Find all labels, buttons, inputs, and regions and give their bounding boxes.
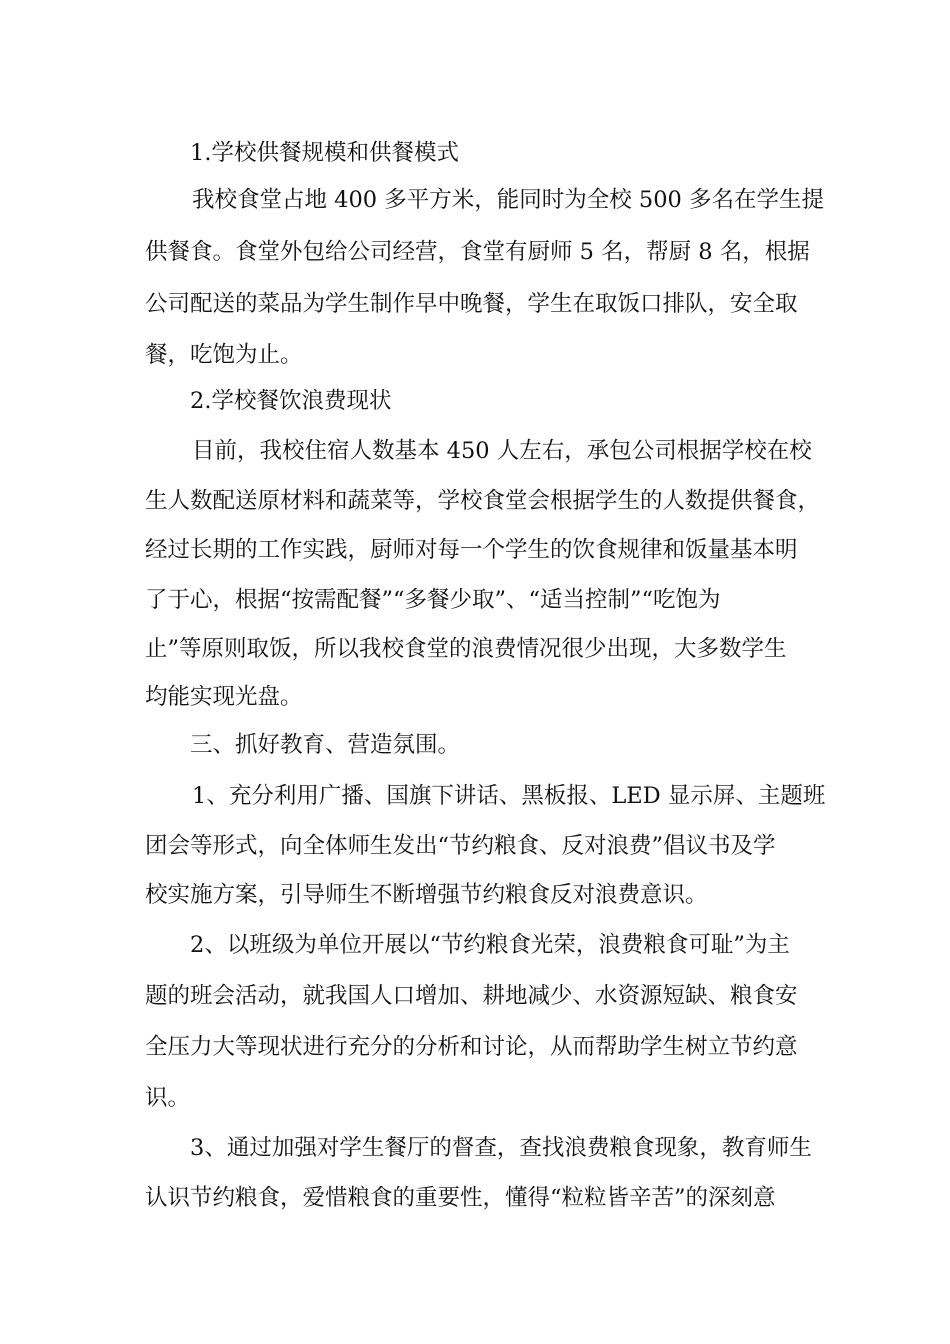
paragraph-line: 3、通过加强对学生餐厅的督查，查找浪费粮食现象，教育师生 — [190, 1135, 812, 1161]
paragraph-line: 公司配送的菜品为学生制作早中晚餐，学生在取饭口排队，安全取 — [145, 291, 798, 317]
paragraph-line: 校实施方案，引导师生不断增强节约粮食反对浪费意识。 — [145, 882, 708, 908]
paragraph-line: 题的班会活动，就我国人口增加、耕地减少、水资源短缺、粮食安 — [145, 983, 798, 1009]
paragraph-line: 了于心，根据“按需配餐”“多餐少取”、“适当控制”“吃饱为 — [145, 587, 721, 613]
paragraph-line: 全压力大等现状进行充分的分析和讨论，从而帮助学生树立节约意 — [145, 1034, 798, 1060]
heading-supply-scale: 1.学校供餐规模和供餐模式 — [190, 140, 459, 166]
heading-waste-status: 2.学校餐饮浪费现状 — [190, 388, 392, 414]
paragraph-line: 餐，吃饱为止。 — [145, 342, 303, 368]
paragraph-line: 经过长期的工作实践，厨师对每一个学生的饮食规律和饭量基本明 — [145, 537, 798, 563]
paragraph-line: 生人数配送原材料和蔬菜等，学校食堂会根据学生的人数提供餐食， — [145, 488, 821, 514]
paragraph-line: 团会等形式，向全体师生发出“节约粮食、反对浪费”倡议书及学 — [145, 833, 776, 859]
paragraph-line: 2、以班级为单位开展以“节约粮食光荣，浪费粮食可耻”为主 — [190, 932, 790, 958]
paragraph-line: 目前，我校住宿人数基本 450 人左右，承包公司根据学校在校 — [192, 438, 812, 464]
paragraph-line: 供餐食。食堂外包给公司经营，食堂有厨师 5 名，帮厨 8 名，根据 — [145, 239, 810, 265]
paragraph-line: 识。 — [145, 1085, 191, 1111]
paragraph-line: 均能实现光盘。 — [145, 684, 303, 710]
paragraph-line: 止”等原则取饭，所以我校食堂的浪费情况很少出现，大多数学生 — [145, 636, 787, 662]
paragraph-line: 认识节约粮食，爱惜粮食的重要性，懂得“粒粒皆辛苦”的深刻意 — [145, 1185, 776, 1211]
section-heading-education: 三、抓好教育、营造氛围。 — [190, 732, 461, 758]
paragraph-line: 1、充分利用广播、国旗下讲话、黑板报、LED 显示屏、主题班 — [192, 783, 826, 809]
paragraph-line: 我校食堂占地 400 多平方米，能同时为全校 500 多名在学生提 — [192, 187, 825, 213]
